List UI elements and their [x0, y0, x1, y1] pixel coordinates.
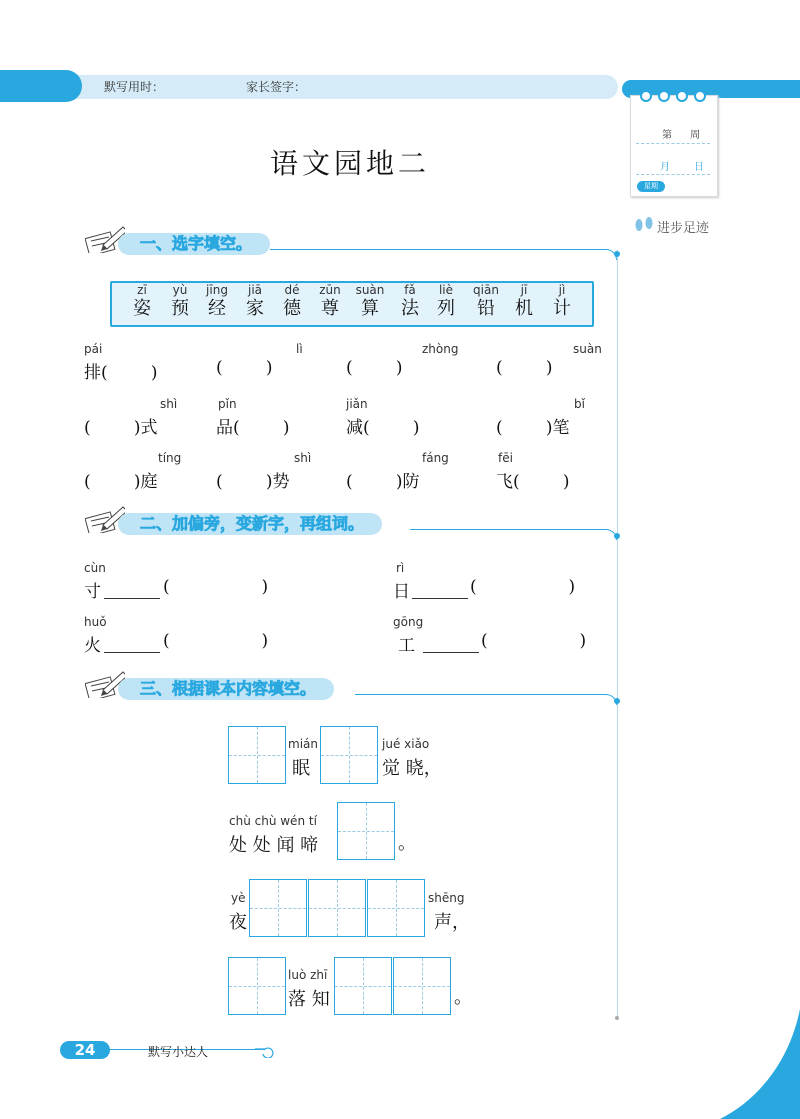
fill-item[interactable]: ( )	[496, 358, 553, 378]
pinyin-label: lì	[296, 342, 303, 356]
progress-footprints: 进步足迹	[657, 221, 710, 236]
fill-item[interactable]: ( )防	[346, 472, 420, 492]
radical-char: 工	[398, 636, 415, 656]
margin-line	[617, 250, 618, 1020]
radical-char: 火	[84, 636, 101, 656]
page-title: 语文园地二	[269, 147, 430, 180]
word-bank-item: qiān 铅	[473, 283, 499, 319]
word-bank-item: fǎ 法	[401, 283, 419, 319]
writing-grid-cell[interactable]	[228, 726, 286, 784]
pinyin-label: chù chù wén tí	[229, 814, 317, 828]
ring-icon	[694, 90, 706, 102]
pinyin-label: huǒ	[84, 615, 107, 629]
pinyin-label: cùn	[84, 561, 106, 575]
margin-dot	[615, 1016, 619, 1020]
section-1-title: 一、选字填空。	[118, 233, 270, 255]
section-2-line	[410, 529, 617, 540]
word-bank-item: zūn 尊	[319, 283, 341, 319]
pinyin-label: fēi	[498, 451, 513, 465]
footer-curl-icon	[255, 1042, 275, 1058]
header-tab	[0, 70, 82, 102]
answer-blank[interactable]	[423, 634, 479, 653]
fill-item[interactable]: ( )势	[216, 472, 290, 492]
writing-grid-cell[interactable]	[249, 879, 307, 937]
footprint-icon	[633, 216, 655, 232]
pinyin-label: zhòng	[422, 342, 459, 356]
word-bank-item: dé 德	[283, 283, 301, 319]
pinyin-label: shēng	[428, 891, 465, 905]
fill-item[interactable]: ( )式	[84, 418, 158, 438]
page-number: 24	[60, 1041, 110, 1059]
poem-punct: 。	[398, 833, 416, 854]
answer-blank[interactable]	[104, 634, 160, 653]
word-bank-item: jīng 经	[206, 283, 228, 319]
fill-item[interactable]: 品( )	[216, 418, 290, 438]
pinyin-label: pái	[84, 342, 103, 356]
pinyin-label: shì	[160, 397, 178, 411]
section-1-line	[270, 249, 617, 260]
word-bank-item: jī 机	[515, 283, 533, 319]
poem-char: 眠	[292, 758, 310, 779]
poem-char: 觉 晓，	[382, 758, 442, 779]
poem-char: 夜	[229, 912, 247, 933]
pinyin-label: pǐn	[218, 397, 237, 411]
book-title: 默写小达人	[148, 1045, 209, 1059]
answer-blank[interactable]	[412, 580, 468, 599]
word-bank-item: liè 列	[437, 283, 455, 319]
radical-char: 日	[393, 582, 410, 602]
calendar-day: 日	[694, 162, 704, 173]
fill-item[interactable]: ( )庭	[84, 472, 158, 492]
pinyin-label: mián	[288, 737, 318, 751]
poem-char: 处 处 闻 啼	[229, 835, 319, 856]
writing-grid-cell[interactable]	[320, 726, 378, 784]
word-bank-item: jì 计	[553, 283, 571, 319]
calendar-week-suffix: 周	[690, 130, 700, 141]
writing-grid-cell[interactable]	[367, 879, 425, 937]
fill-item[interactable]: ( )	[346, 358, 403, 378]
section-2-title: 二、加偏旁，变新字，再组词。	[118, 513, 382, 535]
weekday-badge: 星期	[637, 181, 665, 192]
writing-grid-cell[interactable]	[308, 879, 366, 937]
poem-char: 声，	[434, 912, 470, 933]
poem-char: 落 知	[288, 989, 330, 1010]
word-bank-item: zī 姿	[133, 283, 151, 319]
page-corner-decoration	[720, 1009, 800, 1119]
word-paren[interactable]: ( )	[163, 631, 269, 651]
section-3-title: 三、根据课本内容填空。	[118, 678, 334, 700]
word-bank-item: suàn 算	[355, 283, 385, 319]
pinyin-label: jué xiǎo	[382, 737, 430, 751]
radical-char: 寸	[84, 582, 101, 602]
pinyin-label: shì	[294, 451, 312, 465]
writing-grid-cell[interactable]	[228, 957, 286, 1015]
section-3-line	[355, 694, 617, 705]
calendar-week-prefix: 第	[662, 130, 672, 141]
ring-icon	[658, 90, 670, 102]
word-paren[interactable]: ( )	[470, 577, 576, 597]
ring-icon	[640, 90, 652, 102]
word-bank-item: yù 预	[171, 283, 189, 319]
pinyin-label: fáng	[422, 451, 449, 465]
dictation-time-label: 默写用时：	[104, 80, 165, 94]
answer-blank[interactable]	[104, 580, 160, 599]
writing-grid-cell[interactable]	[337, 802, 395, 860]
word-paren[interactable]: ( )	[481, 631, 587, 651]
fill-item[interactable]: 排( )	[84, 363, 158, 383]
pinyin-label: jiǎn	[346, 397, 368, 411]
writing-grid-cell[interactable]	[334, 957, 392, 1015]
word-bank	[110, 281, 594, 327]
pinyin-label: tíng	[158, 451, 182, 465]
ring-icon	[676, 90, 688, 102]
fill-item[interactable]: 减( )	[346, 418, 420, 438]
fill-item[interactable]: ( )	[216, 358, 273, 378]
header-bar	[0, 75, 618, 99]
poem-punct: 。	[454, 987, 472, 1008]
word-bank-item: jiā 家	[246, 283, 264, 319]
pinyin-label: rì	[396, 561, 405, 575]
fill-item[interactable]: 飞( )	[496, 472, 570, 492]
pinyin-label: bǐ	[574, 397, 585, 411]
pinyin-label: luò zhī	[288, 968, 328, 982]
writing-grid-cell[interactable]	[393, 957, 451, 1015]
fill-item[interactable]: ( )笔	[496, 418, 570, 438]
parent-signature-label: 家长签字：	[246, 80, 307, 94]
pinyin-label: yè	[231, 891, 246, 905]
pinyin-label: gōng	[393, 615, 424, 629]
pinyin-label: suàn	[573, 342, 602, 356]
calendar-month: 月	[660, 162, 670, 173]
word-paren[interactable]: ( )	[163, 577, 269, 597]
